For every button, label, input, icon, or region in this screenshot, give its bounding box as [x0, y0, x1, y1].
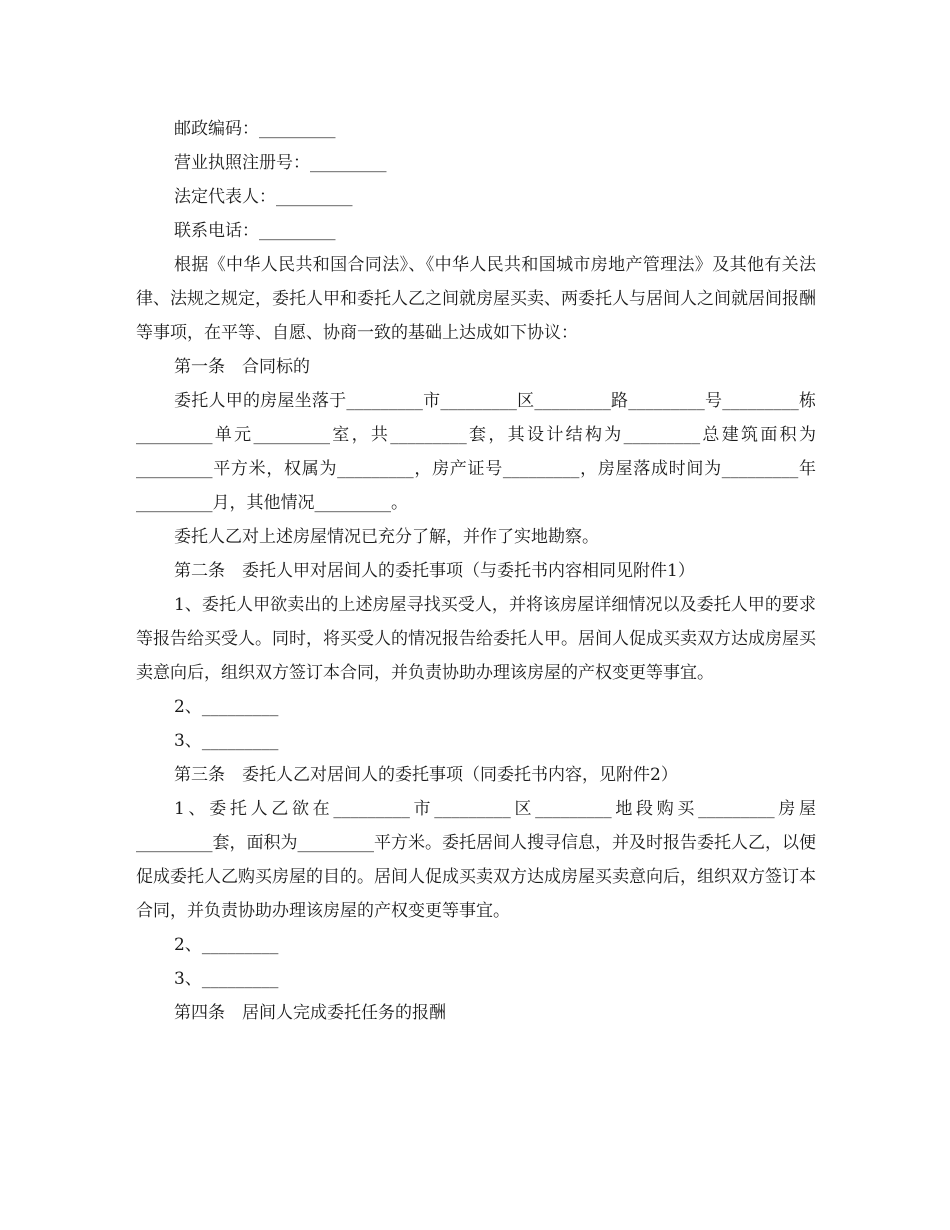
article-2-item-3: 3、_________ [174, 731, 279, 751]
article-1-paragraph-1: 委托人甲的房屋坐落于_________市_________区_________路_________号_________栋_________单元_________室，共_________套，其设计结构为_________总建筑面积为_________平方米，权属为_________，房产证号_________，房屋落成时间为_________年_________月，其他情况_________。 [136, 391, 816, 513]
article-3-title: 第三条 委托人乙对居间人的委托事项（同委托书内容，见附件2） [174, 765, 678, 785]
article-3-item-3: 3、_________ [174, 969, 279, 989]
article-4-title: 第四条 居间人完成委托任务的报酬 [174, 1003, 446, 1023]
business-license-line: 营业执照注册号：_________ [174, 153, 387, 173]
postal-code-line: 邮政编码：_________ [174, 119, 336, 139]
article-2-item-2: 2、_________ [174, 697, 279, 717]
article-2-paragraph-1: 1、委托人甲欲卖出的上述房屋寻找买受人，并将该房屋详细情况以及委托人甲的要求等报告给买受人。同时，将买受人的情况报告给委托人甲。居间人促成买卖双方达成房屋买卖意向后，组织双方签订本合同，并负责协助办理该房屋的产权变更等事宜。 [136, 595, 816, 683]
article-3-item-2: 2、_________ [174, 935, 279, 955]
article-3-paragraph-1: 1、委托人乙欲在_________市_________区_________地段购买_________房屋_________套，面积为_________平方米。委托居间人搜寻信息，并及时报告委托人乙，以便促成委托人乙购买房屋的目的。居间人促成买卖双方达成房屋买卖意向后，组织双方签订本合同，并负责协助办理该房屋的产权变更等事宜。 [136, 799, 816, 921]
legal-representative-line: 法定代表人：_________ [174, 187, 353, 207]
article-1-paragraph-2: 委托人乙对上述房屋情况已充分了解，并作了实地勘察。 [174, 527, 599, 547]
phone-line: 联系电话：_________ [174, 221, 336, 241]
article-2-title: 第二条 委托人甲对居间人的委托事项（与委托书内容相同见附件1） [174, 561, 695, 581]
document-body [136, 112, 816, 1030]
preamble-paragraph: 根据《中华人民共和国合同法》、《中华人民共和国城市房地产管理法》及其他有关法律、法规之规定，委托人甲和委托人乙之间就房屋买卖、两委托人与居间人之间就居间报酬等事项，在平等、自愿、协商一致的基础上达成如下协议： [136, 255, 816, 343]
article-1-title: 第一条 合同标的 [174, 357, 310, 377]
